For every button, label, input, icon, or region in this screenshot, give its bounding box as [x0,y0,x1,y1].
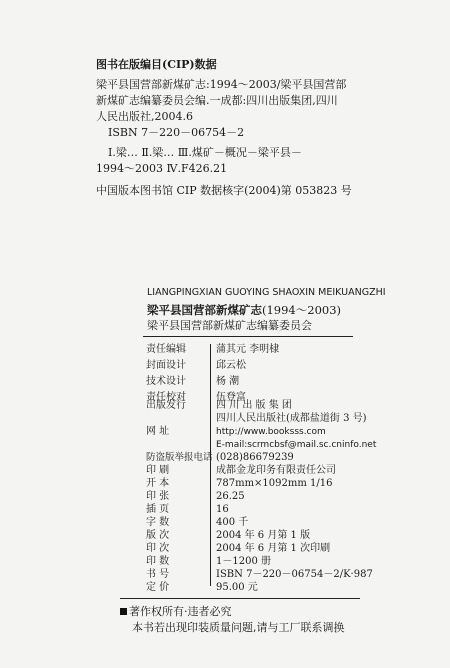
info-value: 四 川 出 版 集 团 [216,400,292,411]
info-value: 四川人民出版社(成都盐道街 3 号) [216,413,367,424]
credit-value: 杨 潮 [216,376,240,387]
info-label: 印 张 [146,491,170,502]
info-value: 787mm×1092mm 1/16 [216,478,333,489]
cip-line: Ⅰ.梁… Ⅱ.梁… Ⅲ.煤矿－概况－梁平县－ [108,146,302,159]
info-label: 网 址 [146,426,170,437]
credit-value: 邱云松 [216,360,246,371]
info-value: 26.25 [216,491,245,502]
cip-line: 人民出版社,2004.6 [96,110,193,123]
info-value: 1－1200 册 [216,556,271,567]
quality-notice: 本书若出现印装质量问题,请与工厂联系调换 [132,621,345,634]
cip-line: 1994～2003 Ⅳ.F426.21 [96,162,228,175]
book-title-main: 梁平县国营部新煤矿志 [147,303,262,317]
book-title-years: (1994～2003) [262,303,342,317]
info-value: (028)86679239 [216,452,294,463]
publication-info-table [146,400,436,593]
info-value: 400 千 [216,517,249,528]
email-link[interactable]: E-mail:scrmcbsf@mail.sc.cninfo.net [216,440,377,450]
column-divider [210,400,211,586]
info-label: 插 页 [146,504,170,515]
credit-label: 技术设计 [146,376,186,387]
info-label: 防盗版举报电话 [146,452,213,463]
info-value: 2004 年 6 月第 1 次印刷 [216,543,331,554]
credit-label: 封面设计 [146,360,186,371]
credit-value: 蒲其元 李明棣 [216,344,280,355]
book-title [147,303,341,317]
info-label: 印 刷 [146,465,170,476]
credit-label: 责任编辑 [146,344,186,355]
title-divider [143,336,353,337]
copyright-text: 著作权所有·违者必究 [129,605,232,618]
cip-line: 梁平县国营部新煤矿志:1994～2003/梁平县国营部 [96,78,347,91]
title-pinyin: LIANGPINGXIAN GUOYING SHAOXIN MEIKUANGZHI [147,287,386,298]
info-label: 书 号 [146,569,170,580]
info-value: ISBN 7－220－06754－2/K·987 [216,569,373,580]
black-square-icon [120,608,127,615]
footer-divider [120,598,360,599]
cip-archive-number: 中国版本图书馆 CIP 数据核字(2004)第 053823 号 [96,184,352,197]
copyright-notice [120,605,232,618]
info-label: 印 数 [146,556,170,567]
info-value: 95.00 元 [216,582,258,593]
info-label: 印 次 [146,543,170,554]
info-value: 2004 年 6 月第 1 版 [216,530,311,541]
info-label: 定 价 [146,582,170,593]
cip-line: 新煤矿志编纂委员会编.一成都:四川出版集团,四川 [96,94,338,107]
book-author: 梁平县国营部新煤矿志编纂委员会 [147,319,312,332]
info-value: 16 [216,504,229,515]
credit-value: 伍登富 [216,392,246,403]
info-label: 字 数 [146,517,170,528]
credit-label: 责任校对 [146,392,186,403]
info-value: 成都金龙印务有限责任公司 [216,465,336,476]
info-label: 版 次 [146,530,170,541]
info-label: 出版发行 [146,400,186,411]
cip-heading: 图书在版编目(CIP)数据 [96,58,217,71]
cip-isbn: ISBN 7－220－06754－2 [108,126,245,139]
website-link[interactable]: http://www.booksss.com [216,427,326,437]
info-label: 开 本 [146,478,170,489]
